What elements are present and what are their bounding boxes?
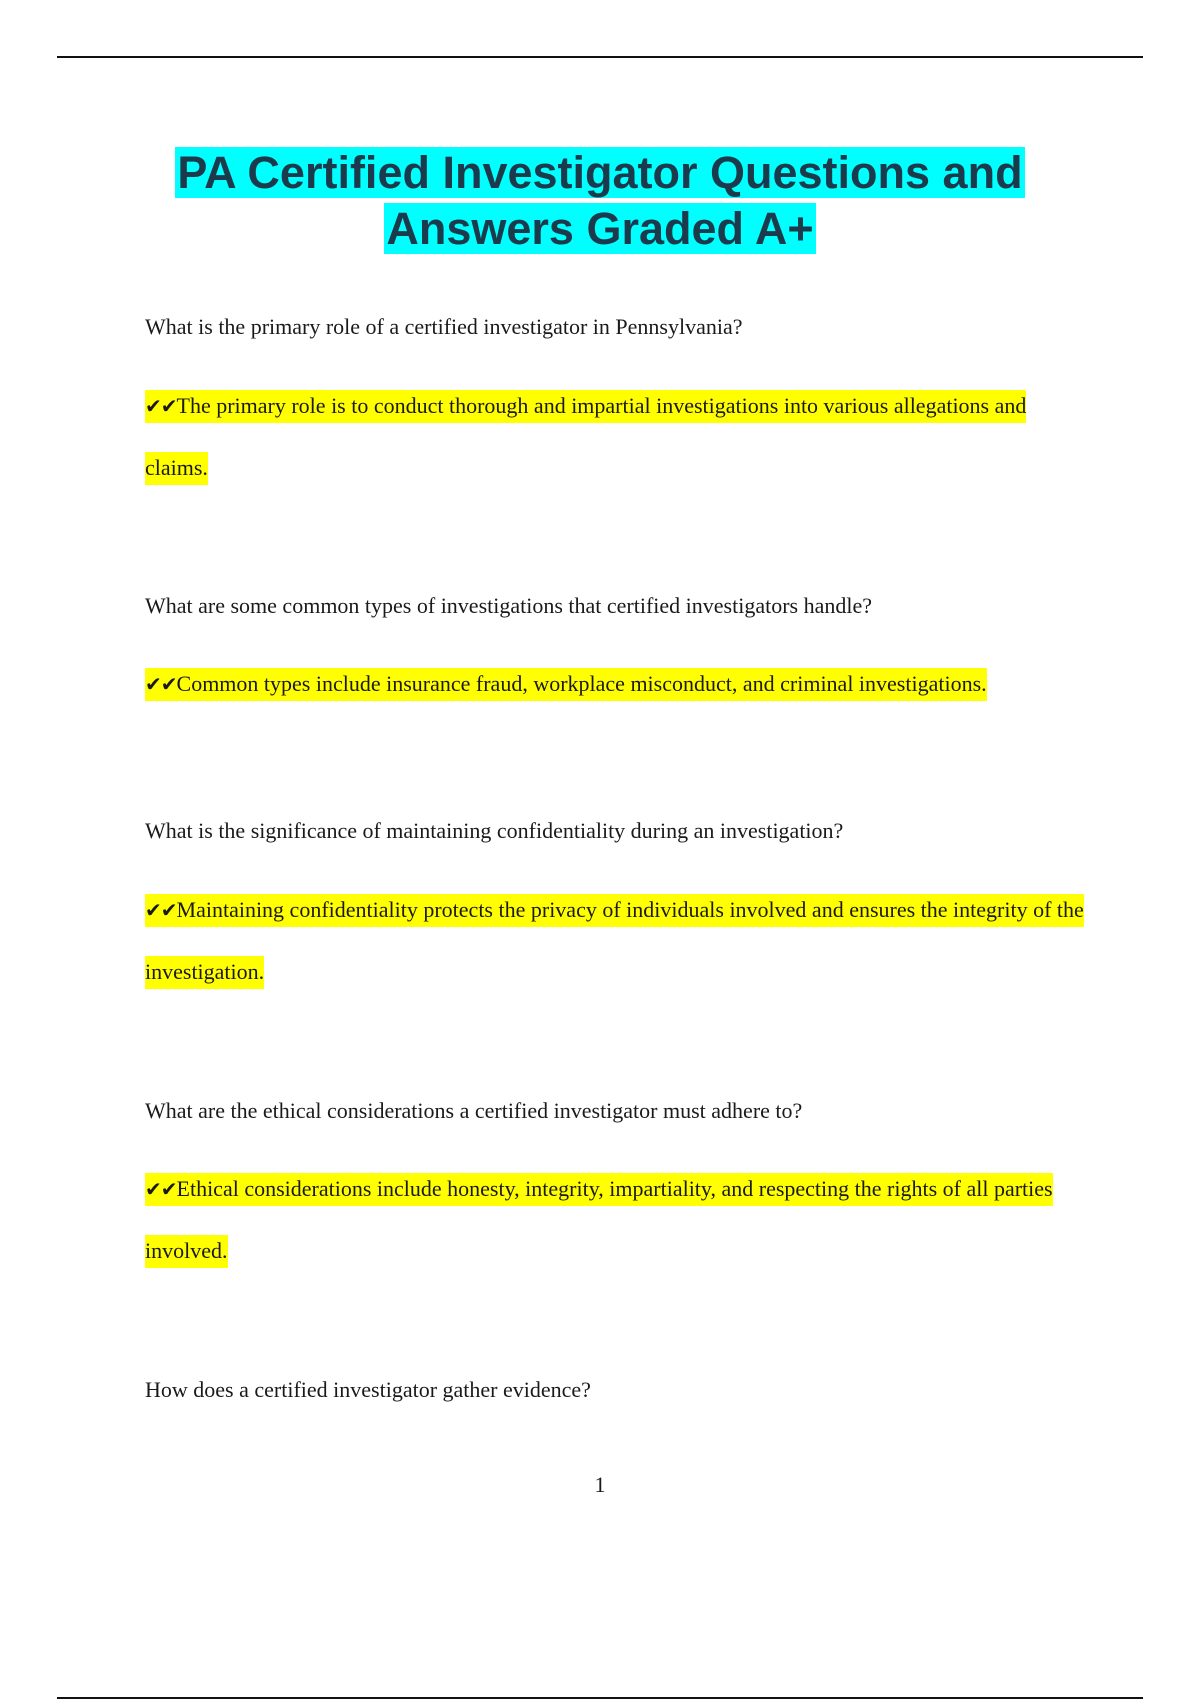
footer-rule [57,1697,1143,1699]
question-text: How does a certified investigator gather evidence? [145,1377,591,1402]
answer-highlight [145,390,1026,485]
qa-item-3 [145,816,1085,1002]
answer-text [145,879,1085,1002]
check-mark-icon: ✔✔ [145,1177,177,1201]
answer-text [145,653,1085,715]
answer-body: The primary role is to conduct thorough and impartial investigations into various allegations and claims. [145,393,1027,480]
qa-item-4 [145,1096,1085,1281]
qa-item-2 [145,591,1085,715]
answer-text [145,375,1085,498]
header-rule [57,56,1143,58]
answer-body: Ethical considerations include honesty, integrity, impartiality, and respecting the rights of all parties involved. [145,1176,1053,1263]
document-title: PA Certified Investigator Questions and Answers Graded A+ [177,147,1023,254]
page-number: 1 [594,1472,606,1497]
question-text: What is the significance of maintaining confidentiality during an investigation? [145,818,844,843]
answer-highlight [145,668,987,701]
qa-item-1 [145,312,1085,498]
answer-body: Maintaining confidentiality protects the privacy of individuals involved and ensures the integrity of the investigation. [145,897,1084,984]
qa-item-5 [145,1375,1085,1405]
check-mark-icon: ✔✔ [145,898,177,922]
answer-highlight [145,894,1084,989]
answer-text [145,1158,1085,1281]
answer-highlight [145,1173,1053,1268]
question-text: What are some common types of investigations that certified investigators handle? [145,593,873,618]
check-mark-icon: ✔✔ [145,394,177,418]
title-block [0,145,1200,257]
question-text: What are the ethical considerations a certified investigator must adhere to? [145,1098,803,1123]
question-text: What is the primary role of a certified investigator in Pennsylvania? [145,314,743,339]
answer-body: Common types include insurance fraud, workplace misconduct, and criminal investigations. [176,671,987,696]
check-mark-icon: ✔✔ [145,672,177,696]
